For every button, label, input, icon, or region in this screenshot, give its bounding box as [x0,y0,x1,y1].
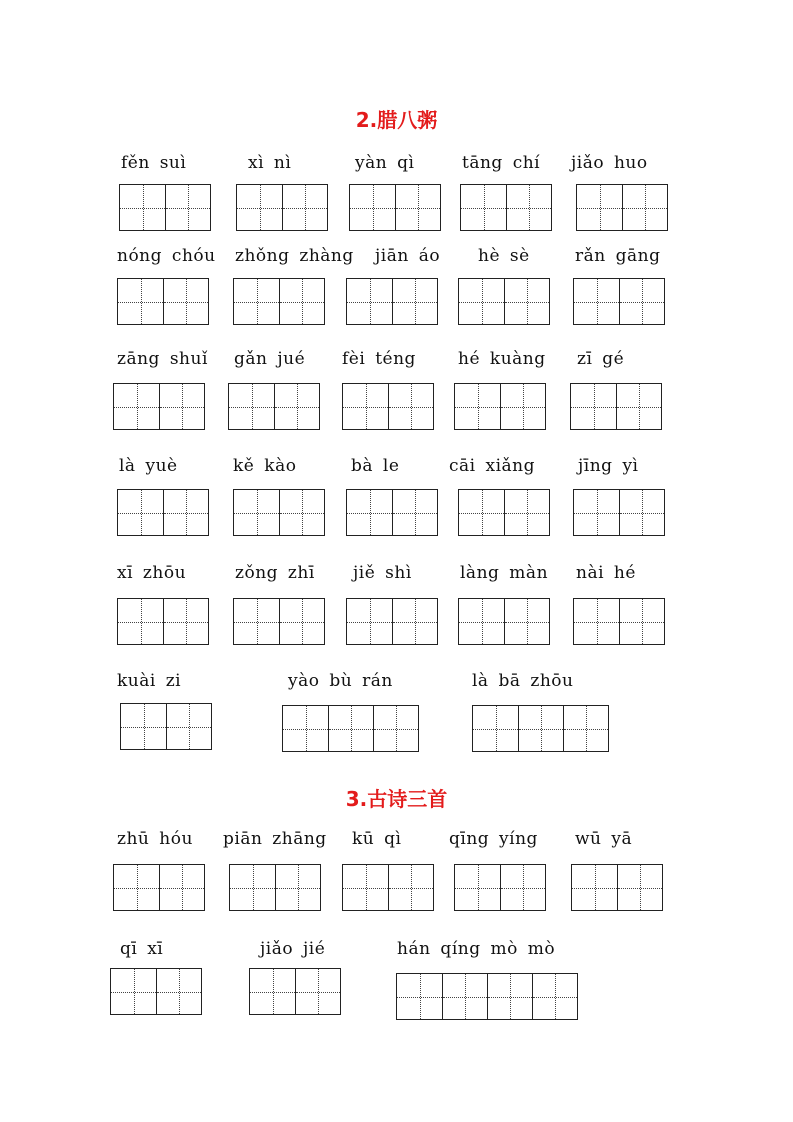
tian-zi-cell[interactable] [328,706,373,751]
tian-zi-cell[interactable] [622,185,667,230]
section-title-lesson-3: 3.古诗三首 [345,787,448,811]
writing-grid[interactable] [117,278,209,325]
tian-zi-cell[interactable] [574,599,619,644]
tian-zi-cell[interactable] [487,974,532,1019]
pinyin-label: là yuè [119,456,178,476]
writing-grid[interactable] [570,383,662,430]
writing-grid[interactable] [233,489,325,536]
tian-zi-cell[interactable] [275,865,320,910]
tian-zi-cell[interactable] [121,704,166,749]
writing-grid[interactable] [573,598,665,645]
tian-zi-cell[interactable] [395,185,440,230]
tian-zi-cell[interactable] [347,279,392,324]
tian-zi-cell[interactable] [459,279,504,324]
tian-zi-cell[interactable] [455,384,500,429]
tian-zi-cell[interactable] [392,599,437,644]
pinyin-label: jiǎo jié [260,939,326,959]
tian-zi-cell[interactable] [532,974,577,1019]
writing-grid[interactable] [472,705,609,752]
pinyin-label: bà le [351,456,400,476]
pinyin-label: cāi xiǎng [449,456,535,476]
writing-grid[interactable] [576,184,668,231]
writing-grid[interactable] [349,184,441,231]
tian-zi-cell[interactable] [397,974,442,1019]
pinyin-label: nài hé [576,563,636,583]
writing-grid[interactable] [460,184,552,231]
pinyin-label: xì nì [248,153,292,173]
tian-zi-cell[interactable] [343,865,388,910]
tian-zi-cell[interactable] [563,706,608,751]
tian-zi-cell[interactable] [388,384,433,429]
writing-grid[interactable] [120,703,212,750]
tian-zi-cell[interactable] [283,706,328,751]
tian-zi-cell[interactable] [392,279,437,324]
pinyin-label: zhū hóu [117,829,193,849]
tian-zi-cell[interactable] [230,865,275,910]
tian-zi-cell[interactable] [165,185,210,230]
tian-zi-cell[interactable] [163,599,208,644]
tian-zi-cell[interactable] [114,384,159,429]
tian-zi-cell[interactable] [574,279,619,324]
tian-zi-cell[interactable] [455,865,500,910]
tian-zi-cell[interactable] [473,706,518,751]
writing-grid[interactable] [458,489,550,536]
tian-zi-cell[interactable] [347,599,392,644]
tian-zi-cell[interactable] [114,865,159,910]
pinyin-label: zǒng zhī [235,563,315,583]
pinyin-label: gǎn jué [234,349,306,369]
tian-zi-cell[interactable] [459,490,504,535]
tian-zi-cell[interactable] [617,865,662,910]
writing-grid[interactable] [342,383,434,430]
pinyin-label: jiān áo [375,246,441,266]
writing-grid[interactable] [454,864,546,911]
pinyin-label: jiě shì [353,563,412,583]
writing-grid[interactable] [117,489,209,536]
writing-grid[interactable] [396,973,578,1020]
tian-zi-cell[interactable] [572,865,617,910]
tian-zi-cell[interactable] [279,490,324,535]
writing-grid[interactable] [249,968,341,1015]
tian-zi-cell[interactable] [574,490,619,535]
tian-zi-cell[interactable] [295,969,340,1014]
tian-zi-cell[interactable] [120,185,165,230]
writing-grid[interactable] [573,278,665,325]
pinyin-label: là bā zhōu [472,671,574,691]
pinyin-label: fèi téng [342,349,416,369]
tian-zi-cell[interactable] [274,384,319,429]
writing-grid[interactable] [458,278,550,325]
tian-zi-cell[interactable] [279,279,324,324]
writing-grid[interactable] [233,278,325,325]
writing-grid[interactable] [228,383,320,430]
tian-zi-cell[interactable] [616,384,661,429]
pinyin-label: piān zhāng [223,829,327,849]
writing-grid[interactable] [113,864,205,911]
tian-zi-cell[interactable] [234,599,279,644]
tian-zi-cell[interactable] [442,974,487,1019]
writing-grid[interactable] [346,598,438,645]
tian-zi-cell[interactable] [159,384,204,429]
tian-zi-cell[interactable] [163,490,208,535]
writing-grid[interactable] [117,598,209,645]
pinyin-label: yào bù rán [288,671,393,691]
writing-grid[interactable] [454,383,546,430]
pinyin-label: qī xī [120,939,164,959]
pinyin-label: kě kào [233,456,297,476]
pinyin-label: wū yā [575,829,633,849]
tian-zi-cell[interactable] [504,490,549,535]
tian-zi-cell[interactable] [619,599,664,644]
pinyin-label: zāng shuǐ [117,349,208,369]
pinyin-label: kuài zi [117,671,182,691]
writing-grid[interactable] [236,184,328,231]
tian-zi-cell[interactable] [461,185,506,230]
tian-zi-cell[interactable] [350,185,395,230]
tian-zi-cell[interactable] [504,599,549,644]
tian-zi-cell[interactable] [229,384,274,429]
pinyin-label: hé kuàng [458,349,546,369]
tian-zi-cell[interactable] [234,279,279,324]
tian-zi-cell[interactable] [500,865,545,910]
tian-zi-cell[interactable] [282,185,327,230]
tian-zi-cell[interactable] [571,384,616,429]
tian-zi-cell[interactable] [373,706,418,751]
writing-grid[interactable] [458,598,550,645]
writing-grid[interactable] [119,184,211,231]
tian-zi-cell[interactable] [111,969,156,1014]
tian-zi-cell[interactable] [163,279,208,324]
tian-zi-cell[interactable] [159,865,204,910]
writing-grid[interactable] [110,968,202,1015]
pinyin-label: yàn qì [355,153,415,173]
pinyin-label: làng màn [460,563,549,583]
tian-zi-cell[interactable] [250,969,295,1014]
tian-zi-cell[interactable] [118,279,163,324]
writing-grid[interactable] [573,489,665,536]
tian-zi-cell[interactable] [459,599,504,644]
tian-zi-cell[interactable] [118,599,163,644]
pinyin-label: fěn suì [121,153,187,173]
tian-zi-cell[interactable] [347,490,392,535]
tian-zi-cell[interactable] [388,865,433,910]
pinyin-label: xī zhōu [117,563,187,583]
writing-grid[interactable] [346,489,438,536]
writing-grid[interactable] [282,705,419,752]
tian-zi-cell[interactable] [166,704,211,749]
pinyin-label: hè sè [478,246,530,266]
tian-zi-cell[interactable] [234,490,279,535]
pinyin-label: zī gé [577,349,625,369]
writing-grid[interactable] [571,864,663,911]
writing-grid[interactable] [229,864,321,911]
section-title-lesson-2: 2.腊八粥 [355,108,438,132]
tian-zi-cell[interactable] [237,185,282,230]
writing-grid[interactable] [113,383,205,430]
writing-grid[interactable] [346,278,438,325]
tian-zi-cell[interactable] [577,185,622,230]
tian-zi-cell[interactable] [619,490,664,535]
pinyin-label: zhǒng zhàng [235,246,354,266]
tian-zi-cell[interactable] [619,279,664,324]
tian-zi-cell[interactable] [343,384,388,429]
pinyin-label: hán qíng mò mò [397,939,556,959]
pinyin-label: jiǎo huo [571,153,648,173]
tian-zi-cell[interactable] [118,490,163,535]
tian-zi-cell[interactable] [506,185,551,230]
tian-zi-cell[interactable] [392,490,437,535]
tian-zi-cell[interactable] [156,969,201,1014]
pinyin-label: nóng chóu [117,246,216,266]
writing-grid[interactable] [342,864,434,911]
tian-zi-cell[interactable] [504,279,549,324]
pinyin-label: tāng chí [462,153,541,173]
writing-grid[interactable] [233,598,325,645]
tian-zi-cell[interactable] [518,706,563,751]
tian-zi-cell[interactable] [279,599,324,644]
pinyin-label: kū qì [352,829,402,849]
pinyin-label: jīng yì [578,456,639,476]
pinyin-label: qīng yíng [449,829,538,849]
tian-zi-cell[interactable] [500,384,545,429]
pinyin-label: rǎn gāng [575,246,661,266]
